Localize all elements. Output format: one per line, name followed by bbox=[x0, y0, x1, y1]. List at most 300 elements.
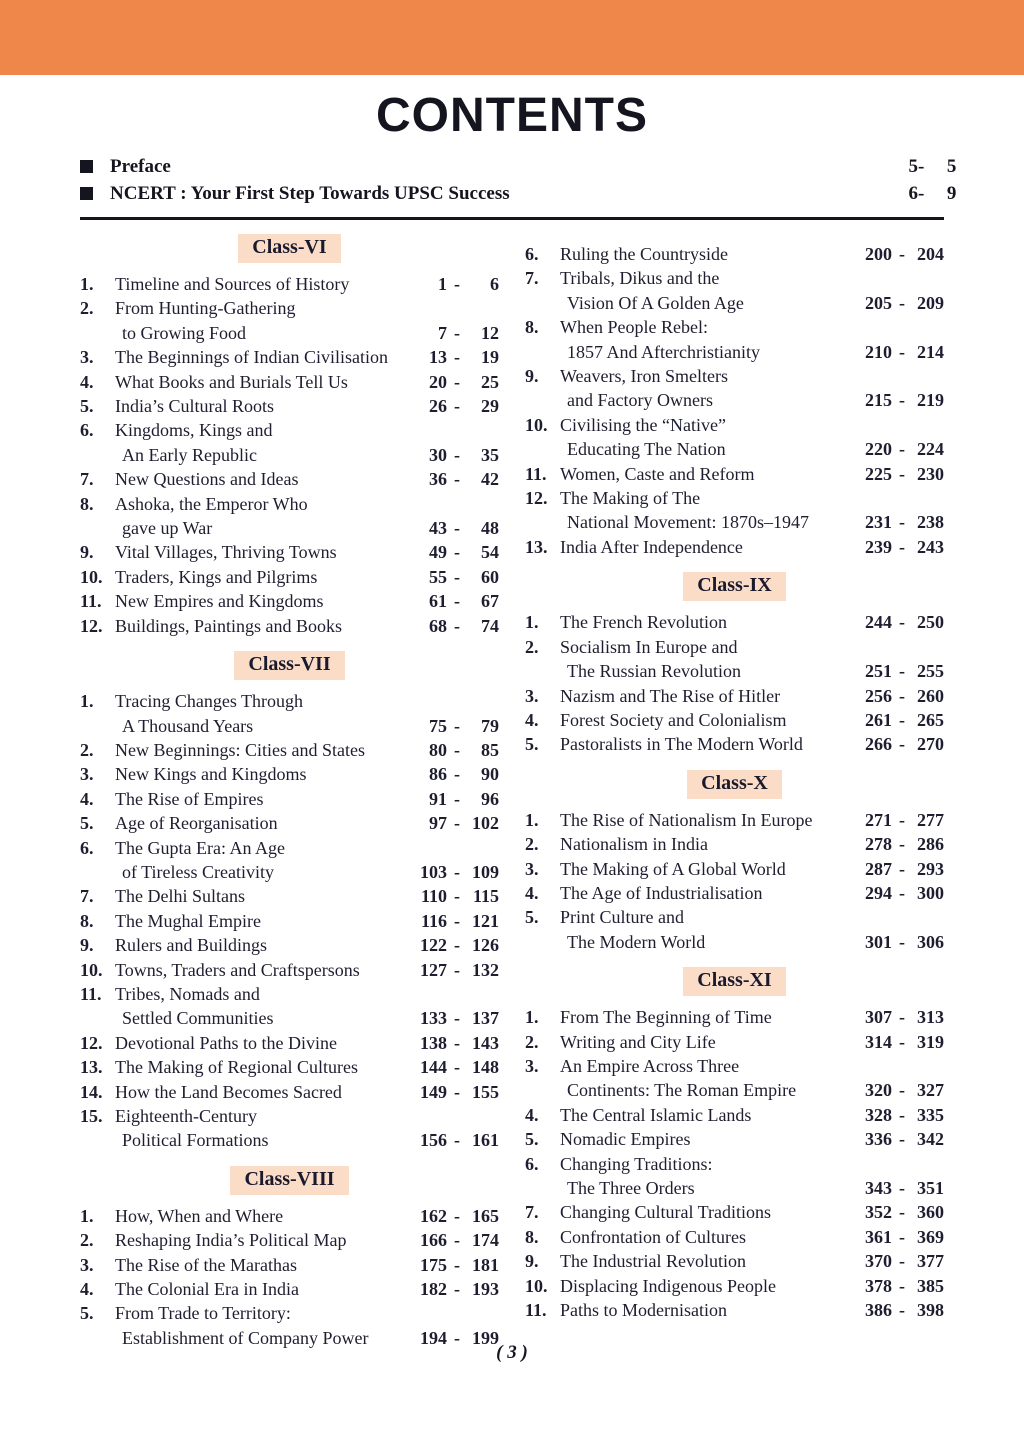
page-range bbox=[415, 1253, 499, 1277]
toc-item bbox=[80, 394, 499, 418]
toc-item bbox=[80, 811, 499, 835]
item-title bbox=[115, 909, 415, 933]
page-end: 155 bbox=[472, 1081, 499, 1102]
item-title-line: The Mughal Empire bbox=[115, 910, 261, 931]
item-title-line: Buildings, Paintings and Books bbox=[115, 615, 343, 636]
item-title-line: A Thousand Years bbox=[122, 715, 254, 736]
item-title bbox=[115, 614, 415, 638]
page-end: 12 bbox=[481, 322, 499, 343]
toc-item bbox=[80, 1104, 499, 1153]
page-dash: - bbox=[454, 518, 460, 539]
square-bullet-icon bbox=[80, 187, 93, 200]
item-number: 3. bbox=[80, 1254, 94, 1275]
item-title bbox=[115, 884, 415, 908]
toc-item bbox=[80, 540, 499, 564]
item-title bbox=[560, 1005, 860, 1029]
page-range bbox=[860, 388, 944, 412]
page-range bbox=[415, 467, 499, 491]
toc-item bbox=[525, 1103, 944, 1127]
page-start: 386 bbox=[865, 1300, 892, 1321]
item-title-line: Nazism and The Rise of Hitler bbox=[560, 685, 781, 706]
page-end: 250 bbox=[917, 612, 944, 633]
item-title-line: New Beginnings: Cities and States bbox=[115, 739, 365, 760]
page-start: 68 bbox=[429, 615, 447, 636]
page-dash: - bbox=[454, 1205, 460, 1226]
page-start: 294 bbox=[865, 882, 892, 903]
toc-item bbox=[525, 242, 944, 266]
item-number: 12. bbox=[80, 1032, 103, 1053]
page-range bbox=[860, 1274, 944, 1298]
item-number: 1. bbox=[525, 1007, 539, 1028]
item-title-line: Tribes, Nomads and bbox=[115, 983, 260, 1004]
page-range bbox=[860, 708, 944, 732]
item-number: 10. bbox=[80, 959, 103, 980]
toc-item bbox=[80, 762, 499, 786]
item-title-line: Nationalism in India bbox=[560, 834, 708, 855]
item-title bbox=[115, 1055, 415, 1079]
page-dash: - bbox=[918, 156, 925, 177]
page-start: 91 bbox=[429, 788, 447, 809]
item-title-line: The Making of A Global World bbox=[560, 858, 786, 879]
toc-item bbox=[525, 905, 944, 954]
item-title bbox=[560, 266, 860, 315]
page-end: 42 bbox=[481, 469, 499, 490]
item-title-line: How the Land Becomes Sacred bbox=[115, 1081, 342, 1102]
toc-item bbox=[525, 1298, 944, 1322]
toc-item bbox=[525, 881, 944, 905]
item-number: 11. bbox=[525, 1300, 547, 1321]
item-title bbox=[560, 1249, 860, 1273]
page-range bbox=[415, 738, 499, 762]
item-title bbox=[115, 370, 415, 394]
item-title-line: The Rise of the Marathas bbox=[115, 1254, 297, 1275]
item-title-line: India’s Cultural Roots bbox=[115, 396, 274, 417]
page-end: 48 bbox=[481, 518, 499, 539]
page-start: 7 bbox=[438, 322, 447, 343]
item-number: 10. bbox=[80, 566, 103, 587]
page-end: 109 bbox=[472, 861, 499, 882]
item-number: 3. bbox=[525, 858, 539, 879]
item-number: 3. bbox=[80, 347, 94, 368]
section-header: Class-VIII bbox=[230, 1166, 348, 1195]
section-header-wrap bbox=[80, 651, 499, 680]
page-range bbox=[415, 394, 499, 418]
item-title-line: New Kings and Kingdoms bbox=[115, 764, 307, 785]
page-end: 319 bbox=[917, 1031, 944, 1052]
page-dash: - bbox=[454, 1032, 460, 1053]
item-number: 6. bbox=[80, 837, 94, 858]
item-title bbox=[115, 540, 415, 564]
page-end: 19 bbox=[481, 347, 499, 368]
page-start: 43 bbox=[429, 518, 447, 539]
item-number: 5. bbox=[525, 734, 539, 755]
page-range bbox=[860, 659, 944, 683]
page-range bbox=[415, 1228, 499, 1252]
item-number: 12. bbox=[525, 488, 548, 509]
front-matter-label: Preface bbox=[110, 156, 171, 177]
item-number: 5. bbox=[525, 907, 539, 928]
page-range bbox=[415, 1055, 499, 1079]
page-start: 220 bbox=[865, 439, 892, 460]
page-range bbox=[860, 510, 944, 534]
page-end: 5 bbox=[946, 156, 957, 177]
item-number: 2. bbox=[525, 834, 539, 855]
page-start: 26 bbox=[429, 396, 447, 417]
page-dash: - bbox=[454, 396, 460, 417]
item-number: 1. bbox=[80, 274, 94, 294]
toc-item bbox=[80, 958, 499, 982]
page-start: 49 bbox=[429, 542, 447, 563]
page-start: 370 bbox=[865, 1251, 892, 1272]
toc-item bbox=[80, 565, 499, 589]
item-title-line: Changing Traditions: bbox=[560, 1153, 713, 1174]
page-dash: - bbox=[899, 1275, 905, 1296]
item-title bbox=[560, 635, 860, 684]
item-title bbox=[560, 242, 860, 266]
item-number: 10. bbox=[525, 414, 548, 435]
page-start: 122 bbox=[420, 935, 447, 956]
item-number: 1. bbox=[80, 691, 94, 712]
page-end: 230 bbox=[917, 463, 944, 484]
page-end: 115 bbox=[472, 886, 499, 907]
toc-item bbox=[80, 370, 499, 394]
item-number: 5. bbox=[80, 1303, 94, 1324]
page-start: 361 bbox=[865, 1226, 892, 1247]
page-start: 55 bbox=[429, 566, 447, 587]
top-banner bbox=[0, 0, 1024, 75]
toc-item bbox=[80, 1277, 499, 1301]
toc-item bbox=[525, 808, 944, 832]
item-title bbox=[560, 364, 860, 413]
item-title-line: The Delhi Sultans bbox=[115, 886, 245, 907]
item-title bbox=[560, 1225, 860, 1249]
item-title bbox=[560, 1274, 860, 1298]
page-range bbox=[415, 860, 499, 884]
page-range bbox=[415, 345, 499, 369]
toc-item bbox=[525, 1030, 944, 1054]
item-title bbox=[560, 486, 860, 535]
page-start: 210 bbox=[865, 341, 892, 362]
item-number: 2. bbox=[80, 298, 94, 319]
item-title-line: National Movement: 1870s–1947 bbox=[567, 512, 809, 533]
item-title bbox=[560, 1152, 860, 1201]
toc-item bbox=[525, 413, 944, 462]
item-title-line: Establishment of Company Power bbox=[122, 1327, 369, 1348]
page-start: 336 bbox=[865, 1129, 892, 1150]
page-start: 194 bbox=[420, 1327, 447, 1348]
toc-item bbox=[80, 689, 499, 738]
item-title-line: The French Revolution bbox=[560, 612, 727, 633]
page-end: 351 bbox=[917, 1178, 944, 1198]
item-title bbox=[115, 689, 415, 738]
page-range bbox=[415, 589, 499, 613]
page-range bbox=[415, 321, 499, 345]
page-dash: - bbox=[454, 1279, 460, 1300]
page-start: 307 bbox=[865, 1007, 892, 1028]
page-end: 327 bbox=[917, 1080, 944, 1101]
item-number: 6. bbox=[525, 1153, 539, 1174]
item-title-line: to Growing Food bbox=[122, 322, 247, 343]
item-number: 8. bbox=[80, 493, 94, 514]
item-title-line: The Rise of Nationalism In Europe bbox=[560, 809, 813, 830]
item-title bbox=[560, 708, 860, 732]
item-title bbox=[115, 787, 415, 811]
page-start: 225 bbox=[865, 463, 892, 484]
page-start: 36 bbox=[429, 469, 447, 490]
page-end: 270 bbox=[917, 734, 944, 755]
toc-item bbox=[80, 1055, 499, 1079]
page-dash: - bbox=[454, 1081, 460, 1102]
page-dash: - bbox=[899, 709, 905, 730]
page-start: 278 bbox=[865, 834, 892, 855]
page-start: 80 bbox=[429, 739, 447, 760]
item-number: 9. bbox=[525, 366, 539, 387]
item-number: 4. bbox=[80, 371, 94, 392]
section-header: Class-XI bbox=[683, 967, 785, 996]
item-title bbox=[560, 462, 860, 486]
item-number: 4. bbox=[80, 1279, 94, 1300]
page-dash: - bbox=[899, 612, 905, 633]
page-range bbox=[886, 180, 957, 207]
page-start: 156 bbox=[420, 1130, 447, 1151]
page-end: 377 bbox=[917, 1251, 944, 1272]
item-title-line: Forest Society and Colonialism bbox=[560, 709, 787, 730]
item-title bbox=[115, 345, 415, 369]
page-range bbox=[860, 535, 944, 559]
item-title bbox=[560, 905, 860, 954]
page-end: 35 bbox=[481, 444, 499, 465]
page-end: 148 bbox=[472, 1057, 499, 1078]
page-dash: - bbox=[899, 512, 905, 533]
item-title bbox=[115, 982, 415, 1031]
item-title-line: The Making of The bbox=[560, 488, 701, 509]
item-title-line: Tracing Changes Through bbox=[115, 691, 303, 712]
page-dash: - bbox=[454, 935, 460, 956]
page-range bbox=[415, 714, 499, 738]
toc-item bbox=[80, 589, 499, 613]
item-number: 8. bbox=[525, 317, 539, 338]
toc-item bbox=[525, 1152, 944, 1201]
page-start: 30 bbox=[429, 444, 447, 465]
item-title-line: Devotional Paths to the Divine bbox=[115, 1032, 337, 1053]
page-end: 224 bbox=[917, 439, 944, 460]
item-number: 3. bbox=[525, 1055, 539, 1076]
page-start: 314 bbox=[865, 1031, 892, 1052]
page-start: 13 bbox=[429, 347, 447, 368]
section-header-wrap bbox=[525, 967, 944, 996]
item-number: 15. bbox=[80, 1106, 103, 1126]
page-end: 265 bbox=[917, 709, 944, 730]
item-number: 2. bbox=[525, 636, 539, 657]
toc-item bbox=[80, 909, 499, 933]
toc-item bbox=[80, 738, 499, 762]
toc-item bbox=[525, 1225, 944, 1249]
toc-item bbox=[80, 1253, 499, 1277]
item-number: 7. bbox=[80, 886, 94, 907]
page-dash: - bbox=[454, 886, 460, 907]
item-title-line: The Industrial Revolution bbox=[560, 1251, 746, 1272]
item-title-line: 1857 And Afterchristianity bbox=[567, 341, 760, 362]
page-end: 90 bbox=[481, 764, 499, 785]
item-title-line: Timeline and Sources of History bbox=[115, 274, 350, 294]
item-number: 5. bbox=[525, 1129, 539, 1150]
page-dash: - bbox=[454, 591, 460, 612]
item-title-line: Towns, Traders and Craftspersons bbox=[115, 959, 360, 980]
page-end: 132 bbox=[472, 959, 499, 980]
toc-item bbox=[80, 467, 499, 491]
toc-item bbox=[80, 345, 499, 369]
item-title bbox=[115, 296, 415, 345]
item-title bbox=[115, 1228, 415, 1252]
item-title-line: Confrontation of Cultures bbox=[560, 1226, 746, 1247]
page-end: 335 bbox=[917, 1104, 944, 1125]
page-start: 244 bbox=[865, 612, 892, 633]
page-start: 75 bbox=[429, 715, 447, 736]
item-title-line: and Factory Owners bbox=[567, 390, 713, 411]
page-dash: - bbox=[899, 858, 905, 879]
page-range bbox=[415, 933, 499, 957]
page-dash: - bbox=[899, 1007, 905, 1028]
page-end: 126 bbox=[472, 935, 499, 956]
page-dash: - bbox=[454, 1230, 460, 1251]
item-title bbox=[560, 857, 860, 881]
page-start: 352 bbox=[865, 1202, 892, 1223]
page-dash: - bbox=[899, 292, 905, 313]
item-title bbox=[560, 881, 860, 905]
page-range bbox=[415, 787, 499, 811]
item-title-line: An Early Republic bbox=[122, 444, 257, 465]
page-title: CONTENTS bbox=[376, 89, 648, 142]
toc-item bbox=[80, 492, 499, 541]
item-title-line: Political Formations bbox=[122, 1130, 269, 1151]
page-end: 398 bbox=[917, 1300, 944, 1321]
item-title-line: The Modern World bbox=[567, 931, 706, 952]
item-title-line: Vision Of A Golden Age bbox=[567, 292, 744, 313]
page-dash: - bbox=[899, 1202, 905, 1223]
item-title-line: India After Independence bbox=[560, 536, 743, 557]
item-title-line: What Books and Burials Tell Us bbox=[115, 371, 348, 392]
page-range bbox=[415, 1128, 499, 1152]
item-title-line: An Empire Across Three bbox=[560, 1055, 740, 1076]
page-range bbox=[415, 762, 499, 786]
page-range bbox=[860, 684, 944, 708]
toc-item bbox=[80, 1228, 499, 1252]
item-title bbox=[560, 1298, 860, 1322]
item-number: 9. bbox=[80, 542, 94, 563]
item-title-line: Ashoka, the Emperor Who bbox=[115, 493, 308, 514]
item-title bbox=[115, 1204, 415, 1228]
item-number: 4. bbox=[525, 882, 539, 903]
page-dash: - bbox=[899, 244, 905, 264]
page-dash: - bbox=[899, 1104, 905, 1125]
page-end: 243 bbox=[917, 536, 944, 557]
toc-item bbox=[525, 266, 944, 315]
page-end: 199 bbox=[472, 1327, 499, 1348]
page-start: 251 bbox=[865, 661, 892, 682]
front-matter-row bbox=[80, 153, 957, 180]
page-dash: - bbox=[454, 813, 460, 834]
page-end: 165 bbox=[472, 1205, 499, 1226]
page-dash: - bbox=[899, 1251, 905, 1272]
item-title-line: Eighteenth-Century bbox=[115, 1106, 257, 1126]
page-dash: - bbox=[454, 715, 460, 736]
item-title-line: When People Rebel: bbox=[560, 317, 708, 338]
page-dash: - bbox=[899, 834, 905, 855]
item-title-line: Weavers, Iron Smelters bbox=[560, 366, 728, 387]
page-dash: - bbox=[454, 347, 460, 368]
page-start: 133 bbox=[420, 1008, 447, 1029]
page-range bbox=[415, 1277, 499, 1301]
item-title-line: From The Beginning of Time bbox=[560, 1007, 772, 1028]
toc-item bbox=[525, 1274, 944, 1298]
page-start: 127 bbox=[420, 959, 447, 980]
toc-item bbox=[80, 272, 499, 296]
page-dash: - bbox=[454, 959, 460, 980]
page-dash: - bbox=[454, 542, 460, 563]
page-end: 255 bbox=[917, 661, 944, 682]
item-title bbox=[560, 1127, 860, 1151]
item-number: 8. bbox=[80, 910, 94, 931]
page-start: 271 bbox=[865, 809, 892, 830]
item-number: 10. bbox=[525, 1275, 548, 1296]
page-dash: - bbox=[899, 1300, 905, 1321]
page-range bbox=[886, 153, 957, 180]
page-start: 175 bbox=[420, 1254, 447, 1275]
item-title bbox=[115, 492, 415, 541]
page-end: 102 bbox=[472, 813, 499, 834]
page-dash: - bbox=[454, 910, 460, 931]
page-range bbox=[415, 1031, 499, 1055]
item-title-line: The Three Orders bbox=[567, 1178, 695, 1198]
item-title-line: Women, Caste and Reform bbox=[560, 463, 755, 484]
toc-item bbox=[525, 708, 944, 732]
page-dash: - bbox=[899, 882, 905, 903]
section-header-wrap bbox=[80, 234, 499, 263]
item-title-line: Settled Communities bbox=[122, 1008, 274, 1029]
section-header-wrap bbox=[525, 572, 944, 601]
item-number: 4. bbox=[525, 709, 539, 730]
page-start: 103 bbox=[420, 861, 447, 882]
page-end: 67 bbox=[481, 591, 499, 612]
page-end: 193 bbox=[472, 1279, 499, 1300]
item-title-line: Pastoralists in The Modern World bbox=[560, 734, 803, 755]
page-range bbox=[860, 857, 944, 881]
page-end: 29 bbox=[481, 396, 499, 417]
item-number: 12. bbox=[80, 615, 103, 636]
page-start: 110 bbox=[420, 886, 447, 907]
item-title bbox=[560, 535, 860, 559]
page-end: 277 bbox=[917, 809, 944, 830]
page-dash: - bbox=[454, 1130, 460, 1151]
page-start: 378 bbox=[865, 1275, 892, 1296]
item-title-line: Displacing Indigenous People bbox=[560, 1275, 776, 1296]
page-end: 174 bbox=[472, 1230, 499, 1251]
item-title-line: Print Culture and bbox=[560, 907, 684, 928]
item-title-line: of Tireless Creativity bbox=[122, 861, 274, 882]
page-end: 238 bbox=[917, 512, 944, 533]
page-range bbox=[860, 1127, 944, 1151]
toc-item bbox=[525, 1200, 944, 1224]
toc-column-right bbox=[525, 232, 944, 1350]
page-end: 6 bbox=[490, 274, 499, 294]
item-title-line: Tribals, Dikus and the bbox=[560, 268, 720, 289]
item-title-line: The Age of Industrialisation bbox=[560, 882, 763, 903]
page-range bbox=[860, 1078, 944, 1102]
page-end: 209 bbox=[917, 292, 944, 313]
toc-item bbox=[525, 610, 944, 634]
item-number: 6. bbox=[80, 420, 94, 441]
toc-item bbox=[80, 296, 499, 345]
